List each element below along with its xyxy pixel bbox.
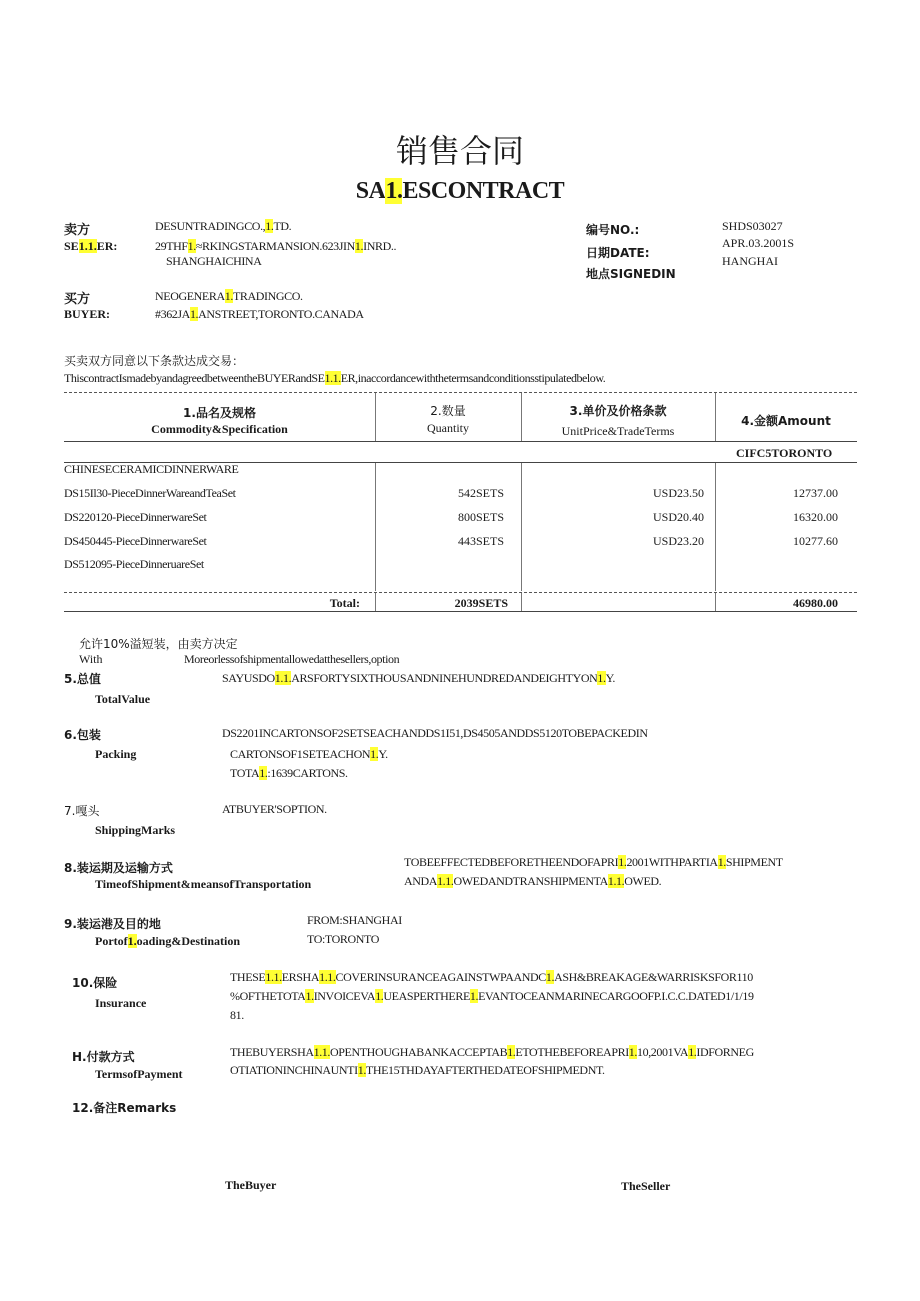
table-row-price: USD20.40: [652, 510, 704, 524]
clause11-line2: OTIATIONINCHINAUNTI1.THE15THDAYAFTERTHEDATEOFSHIPMEDNT.: [230, 1063, 605, 1077]
title-en: SA1.ESCONTRACT: [355, 178, 565, 204]
body-divider-1: [375, 463, 376, 591]
contract-no-value: SHDS03027: [722, 219, 783, 233]
clause8-line2: ANDA1.1.OWEDANDTRANSHIPMENTA1.1.OWED.: [404, 874, 662, 888]
table-row-amount: 10277.60: [793, 534, 838, 548]
buyer-address: #362JA1.ANSTREET,TORONTO.CANADA: [155, 307, 364, 321]
buyer-label-en: BUYER:: [64, 307, 111, 321]
table-row-amount: 12737.00: [793, 486, 838, 500]
seller-label-cn: 卖方: [64, 223, 91, 238]
clause5-value: SAYUSDO1.1.ARSFORTYSIXTHOUSANDNINEHUNDREDANDEIGHTYON1.Y.: [222, 671, 615, 685]
clause7-label-en: ShippingMarks: [95, 823, 176, 837]
clause10-label-en: Insurance: [95, 996, 147, 1010]
date-value: APR.03.2001S: [722, 236, 795, 250]
header-amount: 4.金额Amount: [741, 414, 831, 428]
clause8-line1: TOBEEFFECTEDBEFORETHEENDOFAPRI1.2001WITHPARTIA1.SHIPMENT: [404, 855, 783, 869]
table-bottom-border: [64, 611, 857, 612]
clause11-label-en: TermsofPayment: [95, 1067, 183, 1081]
body-divider-2: [521, 463, 522, 591]
header-price-cn: 3.单价及价格条款: [569, 404, 667, 418]
clause6-label-en: Packing: [95, 747, 137, 761]
clause10-line3: 81.: [230, 1008, 244, 1022]
total-divider-2: [521, 593, 522, 611]
clause7-label-cn: 7.嘎头: [64, 804, 100, 818]
table-row-qty: 800SETS: [457, 510, 504, 524]
clause10-line2: %OFTHETOTA1.INVOICEVA1.UEASPERTHERE1.EVANTOCEANMARINECARGOOFP.I.C.C.DATED1/1/19: [230, 989, 754, 1003]
clause10-label-cn: 10.保险: [72, 976, 118, 990]
table-row-desc: DS15Il30-PieceDinnerWareandTeaSet: [64, 486, 236, 500]
clause9-label-cn: 9.装运港及目的地: [64, 917, 161, 931]
table-row-desc: DS220120-PieceDinnerwareSet: [64, 510, 207, 524]
clause6-line2: CARTONSOF1SETEACHON1.Y.: [230, 747, 388, 761]
clause5-label-en: TotalValue: [95, 692, 151, 706]
table-row-price: USD23.20: [652, 534, 704, 548]
seller-name: DESUNTRADINGCO.,1.TD.: [155, 219, 292, 233]
title-cn: 销售合同: [395, 132, 524, 170]
table-row-qty: 542SETS: [457, 486, 504, 500]
table-row-amount: 16320.00: [793, 510, 838, 524]
clause12-label: 12.备注Remarks: [72, 1101, 177, 1115]
clause11-label-cn: H.付款方式: [72, 1050, 135, 1064]
clause9-to: TO:TORONTO: [307, 932, 380, 946]
header-quantity-cn: 2.数量: [430, 404, 466, 418]
buyer-name: NEOGENERA1.TRADINGCO.: [155, 289, 303, 303]
tolerance-with: With: [79, 652, 103, 666]
table-header-bottom: [64, 441, 857, 442]
tolerance-cn: 允许10%溢短装，由卖方决定: [79, 637, 238, 651]
date-label: 日期DATE:: [586, 246, 650, 260]
table-total-top: [64, 592, 857, 593]
total-amount: 46980.00: [793, 596, 838, 610]
seller-address-line1: 29THF1.≈RKINGSTARMANSION.623JIN1.INRD..: [155, 239, 397, 253]
clause8-label-en: TimeofShipment&meansofTransportation: [95, 877, 312, 891]
contract-no-label: 编号NO.:: [586, 223, 640, 237]
place-label-clip: [586, 262, 706, 281]
seller-address-line2: SHANGHAICHINA: [166, 254, 262, 268]
table-row-price: USD23.50: [652, 486, 704, 500]
trade-term: CIFC5TORONTO: [736, 446, 833, 460]
clause10-line1: THESE1.1.ERSHA1.1.COVERINSURANCEAGAINSTWPAANDC1.ASH&BREAKAGE&WARRISKSFOR110: [230, 970, 753, 984]
intro-cn: 买卖双方同意以下条款达成交易：: [64, 354, 245, 368]
buyer-signature-label: TheBuyer: [225, 1178, 277, 1192]
clause5-label-cn: 5.总值: [64, 672, 101, 686]
clause6-line1: DS2201INCARTONSOF2SETSEACHANDDS1I51,DS4505ANDDS5120TOBEPACKEDIN: [222, 726, 648, 740]
buyer-label-cn: 买方: [64, 292, 91, 307]
header-quantity-en: Quantity: [427, 421, 469, 435]
place-value: HANGHAI: [722, 254, 778, 268]
intro-en: ThiscontractIsmadebyandagreedbetweentheBUYERandSE1.1.ER,inaccordancewiththetermsandconditionsstipulatedbelow.: [64, 371, 606, 385]
total-label: Total:: [329, 596, 360, 610]
clause7-value: ATBUYER'SOPTION.: [222, 802, 327, 816]
place-label: 地点SIGNEDIN: [586, 267, 676, 281]
total-quantity: 2039SETS: [454, 596, 508, 610]
table-row-desc: DS450445-PieceDinnerwareSet: [64, 534, 207, 548]
clause6-label-cn: 6.包装: [64, 728, 101, 742]
header-commodity-cn: 1.品名及规格: [183, 406, 256, 420]
body-divider-3: [715, 463, 716, 591]
table-row-desc: DS512095-PieceDinneruareSet: [64, 557, 204, 571]
table-row-qty: 443SETS: [457, 534, 504, 548]
clause6-line3: TOTA1.:1639CARTONS.: [230, 766, 348, 780]
clause11-line1: THEBUYERSHA1.1.OPENTHOUGHABANKACCEPTAB1.ETOTHEBEFOREAPRI1.10,2001VA1.IDFORNEG: [230, 1045, 754, 1059]
table-top-border: [64, 392, 857, 393]
clause9-from: FROM:SHANGHAI: [307, 913, 402, 927]
clause9-label-en: Portof1.oading&Destination: [95, 934, 241, 948]
header-commodity-en: Commodity&Specification: [151, 422, 288, 436]
seller-signature-label: TheSeller: [621, 1179, 671, 1193]
tolerance-en: Moreorlessofshipmentallowedatthesellers,option: [184, 652, 400, 666]
seller-label-en: SE1.1.ER:: [64, 239, 118, 253]
clause8-label-cn: 8.装运期及运输方式: [64, 861, 173, 875]
commodity-group: CHINESECERAMICDINNERWARE: [64, 462, 239, 476]
header-price-en: UnitPrice&TradeTerms: [561, 424, 675, 438]
